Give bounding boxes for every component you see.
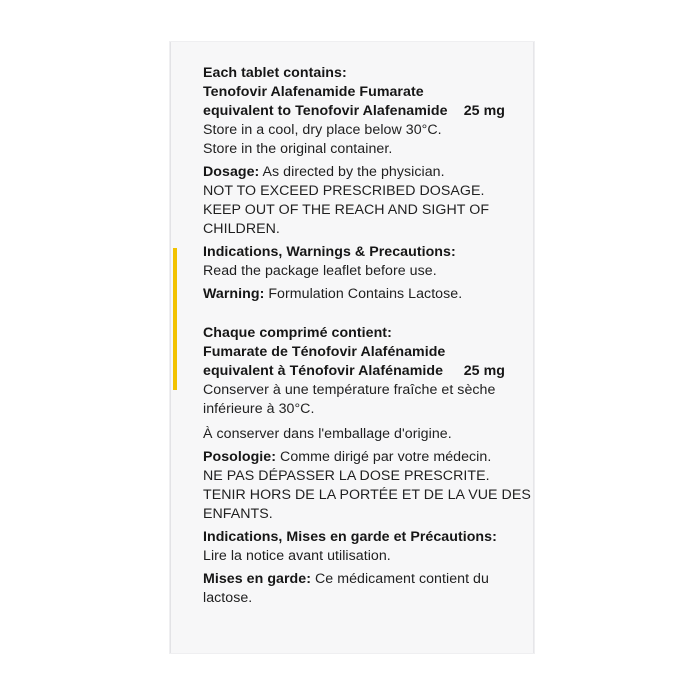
fr-dosage-4: ENFANTS. — [203, 506, 273, 522]
en-storage-1: Store in a cool, dry place below 30°C. — [203, 122, 442, 138]
fr-dosage-text: Comme dirigé par votre médecin. — [276, 449, 492, 465]
en-dosage-line — [203, 163, 523, 182]
en-ingredient-line-2 — [203, 102, 505, 121]
fr-dosage-2: NE PAS DÉPASSER LA DOSE PRESCRITE. — [203, 468, 490, 484]
en-ingredient-line-1: Tenofovir Alafenamide Fumarate — [203, 84, 424, 100]
en-warning-text: Formulation Contains Lactose. — [264, 286, 463, 302]
fr-ingredient-equivalent: equivalent à Ténofovir Alafénamide — [203, 363, 444, 379]
fr-storage-3: À conserver dans l'emballage d'origine. — [203, 426, 452, 442]
en-dosage-label: Dosage: — [203, 164, 260, 180]
en-dosage-3: KEEP OUT OF THE REACH AND SIGHT OF — [203, 202, 490, 218]
en-ingredient-equivalent: equivalent to Tenofovir Alafenamide — [203, 103, 448, 119]
fr-ingredient-line-2 — [203, 362, 505, 381]
yellow-accent-strip — [173, 248, 177, 390]
fr-storage-2: inférieure à 30°C. — [203, 401, 315, 417]
fr-warning-text: Ce médicament contient du — [310, 571, 489, 587]
fr-warning-label: Mises en garde: — [203, 571, 311, 587]
en-dosage-4: CHILDREN. — [203, 221, 280, 237]
fr-ingredient-line-1: Fumarate de Ténofovir Alafénamide — [203, 344, 446, 360]
fr-strength: 25 mg — [463, 363, 505, 379]
en-indications-label: Indications, Warnings & Precautions: — [203, 244, 456, 260]
fr-dosage-line — [203, 448, 523, 467]
fr-warning-text-2: lactose. — [203, 590, 253, 606]
label-text-block — [203, 64, 531, 608]
fr-heading: Chaque comprimé contient: — [203, 325, 392, 341]
en-indications-text: Read the package leaflet before use. — [203, 263, 437, 279]
fr-indications-label: Indications, Mises en garde et Précautions: — [203, 529, 497, 545]
fr-dosage-label: Posologie: — [203, 449, 277, 465]
en-warning-line — [203, 285, 523, 304]
en-storage-2: Store in the original container. — [203, 141, 393, 157]
fr-dosage-3: TENIR HORS DE LA PORTÉE ET DE LA VUE DES — [203, 487, 531, 503]
fr-warning-line — [203, 570, 523, 589]
en-dosage-2: NOT TO EXCEED PRESCRIBED DOSAGE. — [203, 183, 485, 199]
fr-indications-text: Lire la notice avant utilisation. — [203, 548, 391, 564]
en-heading: Each tablet contains: — [203, 65, 347, 81]
en-warning-label: Warning: — [203, 286, 265, 302]
en-strength: 25 mg — [463, 103, 505, 119]
fr-storage-1: Conserver à une température fraîche et sèche — [203, 382, 496, 398]
en-dosage-text: As directed by the physician. — [259, 164, 445, 180]
